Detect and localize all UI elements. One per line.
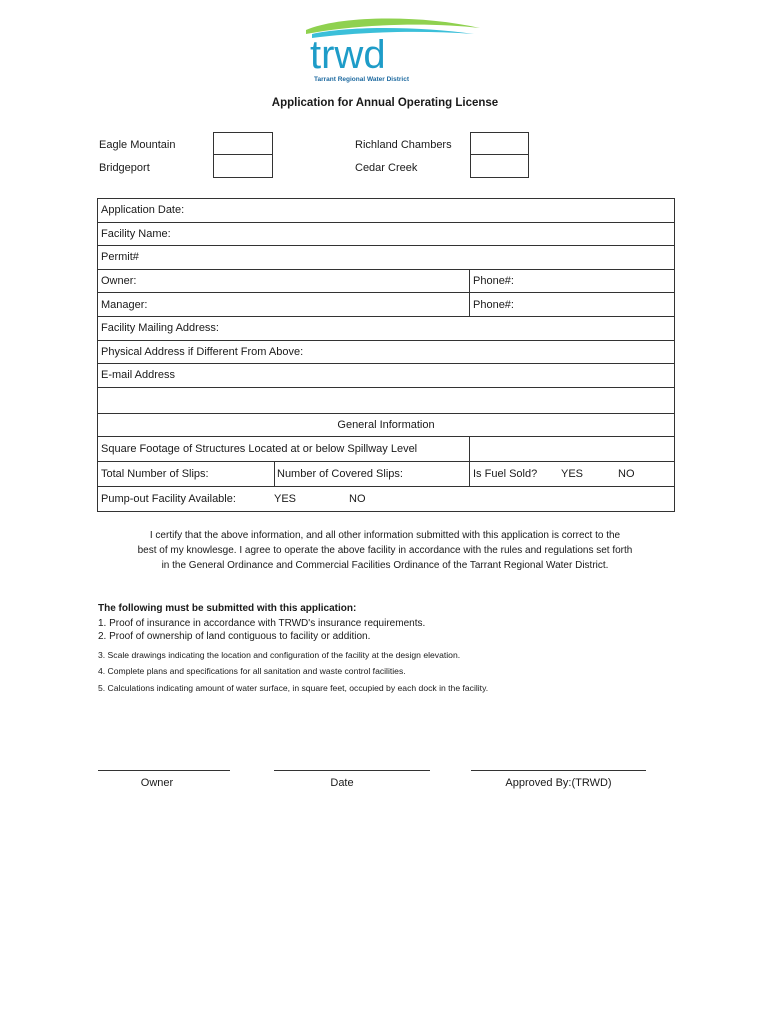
requirement-item: 4. Complete plans and specifications for all sanitation and waste control facilities. bbox=[98, 666, 406, 676]
pumpout-no-option[interactable]: NO bbox=[349, 493, 366, 506]
requirement-item: 5. Calculations indicating amount of water surface, in square feet, occupied by each dock in the facility. bbox=[98, 683, 489, 693]
mailing-address-label: Facility Mailing Address: bbox=[101, 322, 219, 335]
manager-phone-label: Phone#: bbox=[473, 298, 514, 311]
certification-text bbox=[110, 528, 660, 573]
certification-line-2: best of my knowlesge. I agree to operate the above facility in accordance with the rules and regulations set forth bbox=[137, 545, 633, 556]
owner-signature-label: Owner bbox=[140, 777, 174, 789]
date-signature-label: Date bbox=[330, 777, 354, 789]
facility-name-label: Facility Name: bbox=[101, 227, 171, 240]
row-owner[interactable] bbox=[98, 270, 674, 294]
application-form-table bbox=[97, 198, 675, 512]
checkbox-eagle-mountain[interactable] bbox=[213, 132, 273, 156]
email-label: E-mail Address bbox=[101, 369, 175, 382]
requirement-item: 2. Proof of ownership of land contiguous to facility or addition. bbox=[98, 631, 371, 642]
row-square-footage[interactable] bbox=[98, 437, 674, 462]
row-email[interactable] bbox=[98, 364, 674, 388]
lake-label-bridgeport: Bridgeport bbox=[99, 162, 150, 174]
requirement-item: 1. Proof of insurance in accordance with TRWD's insurance requirements. bbox=[98, 618, 426, 629]
form-title: Application for Annual Operating License bbox=[271, 97, 499, 109]
requirements-title: The following must be submitted with this application: bbox=[98, 603, 357, 614]
fuel-sold-label: Is Fuel Sold? bbox=[473, 468, 538, 481]
logo-tagline: Tarrant Regional Water District bbox=[314, 76, 409, 83]
owner-signature-line[interactable] bbox=[98, 770, 230, 771]
pumpout-yes-option[interactable]: YES bbox=[274, 493, 297, 506]
approved-signature-label: Approved By:(TRWD) bbox=[505, 777, 612, 789]
row-application-date[interactable] bbox=[98, 199, 674, 223]
owner-phone-label: Phone#: bbox=[473, 275, 514, 288]
lake-label-cedar-creek: Cedar Creek bbox=[355, 162, 418, 174]
requirement-item: 3. Scale drawings indicating the location and configuration of the facility at the design elevation. bbox=[98, 650, 461, 660]
row-permit[interactable] bbox=[98, 246, 674, 270]
row-mailing-address[interactable] bbox=[98, 317, 674, 341]
row-manager[interactable] bbox=[98, 293, 674, 317]
row-slips[interactable] bbox=[98, 462, 674, 487]
row-physical-address[interactable] bbox=[98, 341, 674, 365]
row-general-info bbox=[98, 414, 674, 438]
row-blank[interactable] bbox=[98, 388, 674, 414]
logo-wordmark: trwd bbox=[310, 33, 386, 77]
checkbox-cedar-creek[interactable] bbox=[470, 154, 529, 178]
trwd-logo bbox=[298, 18, 486, 88]
fuel-yes-option[interactable]: YES bbox=[561, 468, 584, 481]
certification-line-3: in the General Ordinance and Commercial Facilities Ordinance of the Tarrant Regional Water District. bbox=[161, 560, 609, 571]
square-footage-label: Square Footage of Structures Located at or below Spillway Level bbox=[101, 443, 418, 456]
application-date-label: Application Date: bbox=[101, 204, 185, 217]
total-slips-label: Total Number of Slips: bbox=[101, 468, 209, 481]
lake-label-eagle-mountain: Eagle Mountain bbox=[99, 139, 176, 151]
manager-label: Manager: bbox=[101, 298, 148, 311]
row-facility-name[interactable] bbox=[98, 223, 674, 247]
row-pumpout[interactable] bbox=[98, 487, 674, 511]
lake-label-richland-chambers: Richland Chambers bbox=[355, 139, 452, 151]
fuel-no-option[interactable]: NO bbox=[618, 468, 635, 481]
certification-line-1: I certify that the above information, and all other information submitted with this application is correct to the bbox=[149, 530, 621, 541]
permit-label: Permit# bbox=[101, 251, 139, 264]
covered-slips-label: Number of Covered Slips: bbox=[277, 468, 403, 481]
pumpout-label: Pump-out Facility Available: bbox=[101, 493, 236, 506]
owner-label: Owner: bbox=[101, 275, 137, 288]
date-signature-line[interactable] bbox=[274, 770, 430, 771]
general-info-heading: General Information bbox=[337, 419, 435, 432]
checkbox-richland-chambers[interactable] bbox=[470, 132, 529, 156]
physical-address-label: Physical Address if Different From Above: bbox=[101, 345, 304, 358]
approved-signature-line[interactable] bbox=[471, 770, 646, 771]
checkbox-bridgeport[interactable] bbox=[213, 154, 273, 178]
